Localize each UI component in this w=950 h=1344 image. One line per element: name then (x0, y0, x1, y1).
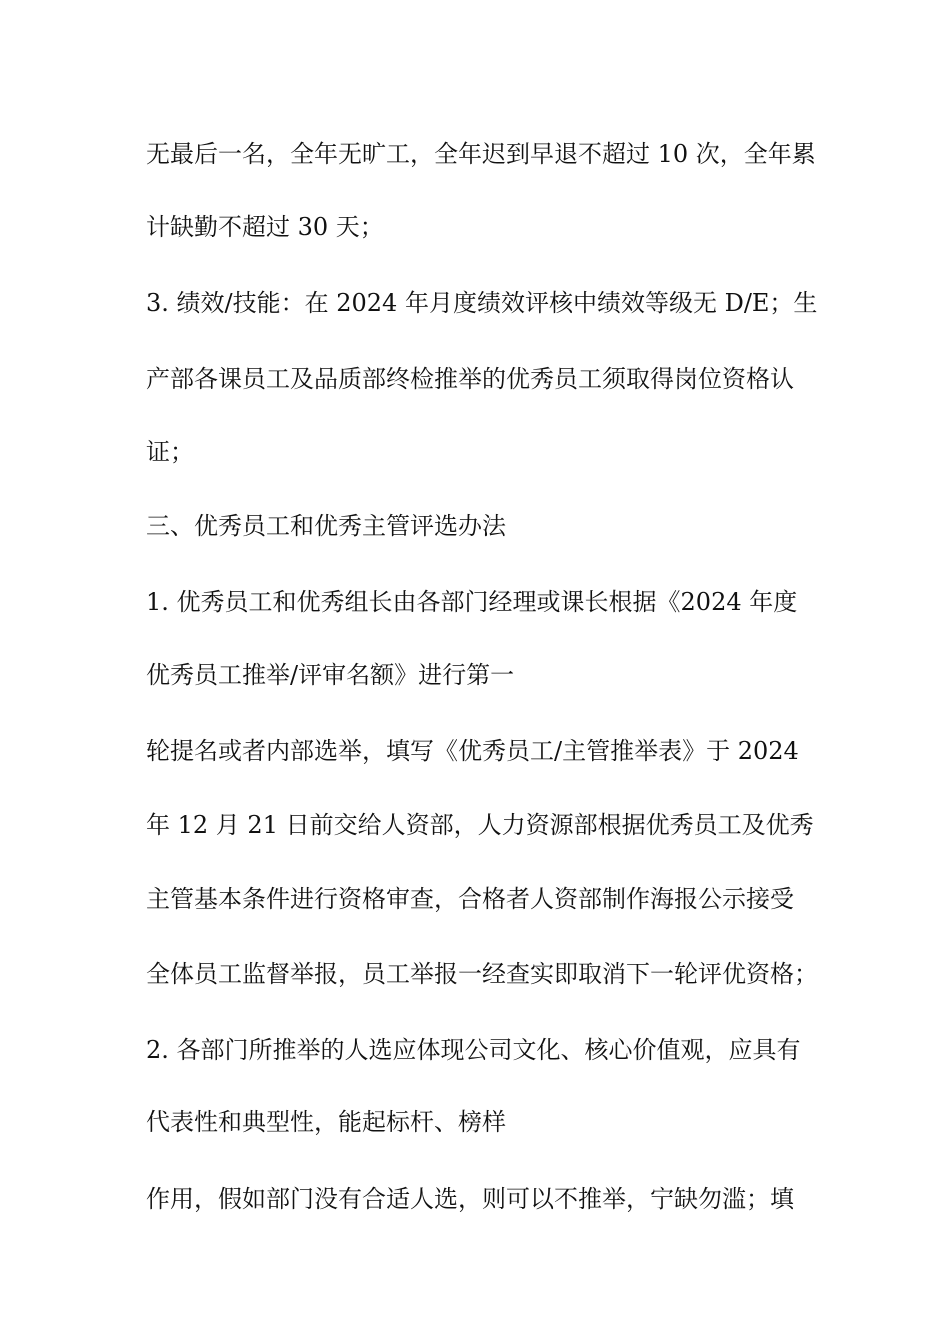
text-line-12: 全体员工监督举报，员工举报一经查实即取消下一轮评优资格； (146, 960, 818, 988)
text-line-1: 无最后一名，全年无旷工，全年迟到早退不超过 10 次，全年累 (146, 140, 816, 168)
text-line-8: 优秀员工推举/评审名额》进行第一 (146, 661, 515, 689)
text-line-14: 代表性和典型性，能起标杆、榜样 (146, 1108, 506, 1136)
text-line-4: 产部各课员工及品质部终检推举的优秀员工须取得岗位资格认 (146, 365, 794, 393)
text-line-7: 1. 优秀员工和优秀组长由各部门经理或课长根据《2024 年度 (146, 588, 798, 616)
text-line-11: 主管基本条件进行资格审查，合格者人资部制作海报公示接受 (146, 885, 794, 913)
text-line-9: 轮提名或者内部选举，填写《优秀员工/主管推举表》于 2024 (146, 737, 799, 765)
text-line-5: 证； (146, 438, 194, 466)
text-line-10: 年 12 月 21 日前交给人资部，人力资源部根据优秀员工及优秀 (146, 811, 814, 839)
text-line-15: 作用，假如部门没有合适人选，则可以不推举，宁缺勿滥；填 (146, 1185, 794, 1213)
section-heading: 三、优秀员工和优秀主管评选办法 (146, 512, 506, 540)
text-line-3: 3. 绩效/技能：在 2024 年月度绩效评核中绩效等级无 D/E；生 (146, 289, 818, 317)
text-line-2: 计缺勤不超过 30 天； (146, 213, 384, 241)
text-line-13: 2. 各部门所推举的人选应体现公司文化、核心价值观，应具有 (146, 1036, 801, 1064)
